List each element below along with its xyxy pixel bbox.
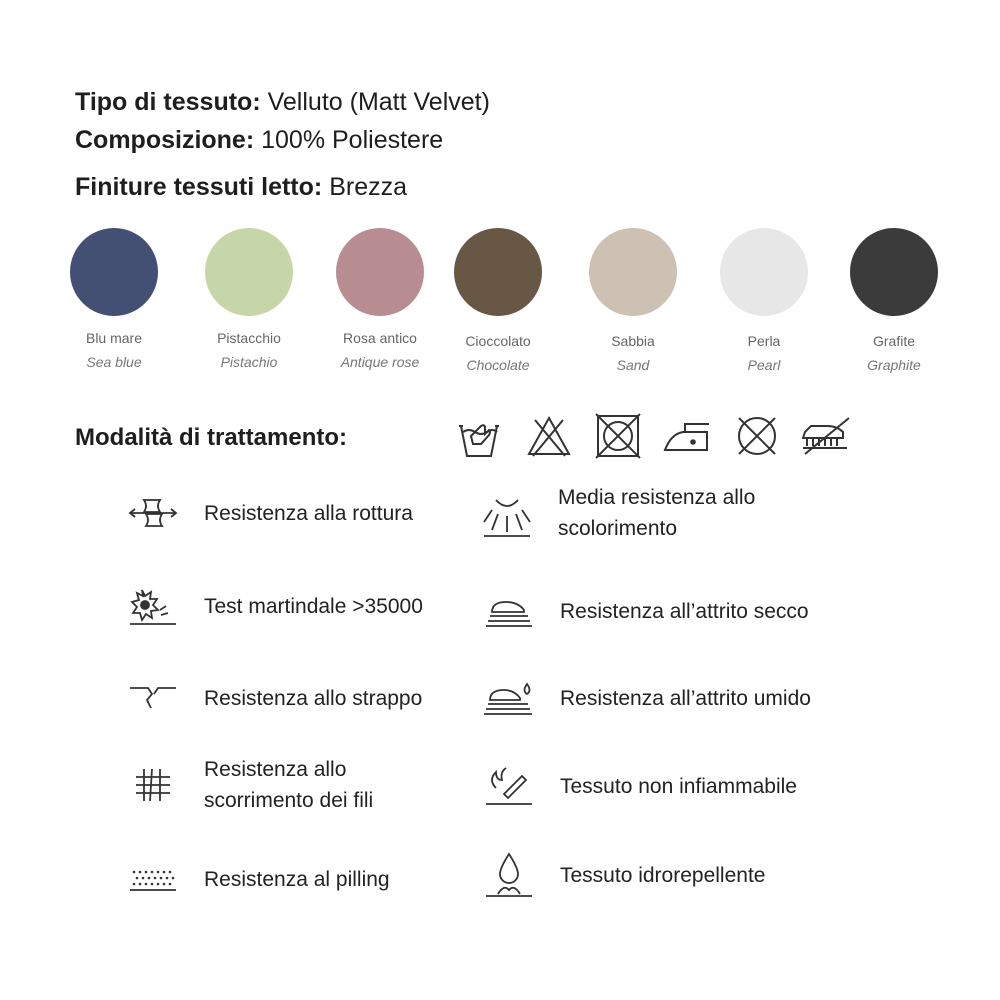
martindale-icon: [126, 584, 180, 628]
swatch-blu-mare[interactable]: [54, 228, 174, 370]
swatch-color: [720, 228, 808, 316]
finish-value: Brezza: [329, 173, 407, 201]
feature-text: Resistenza all’attrito secco: [560, 599, 809, 623]
light-fastness-icon: [480, 486, 534, 540]
tensile-strength-icon: [126, 496, 180, 530]
feature-text: Resistenza alla rottura: [204, 501, 413, 525]
swatch-name-it: Blu mare: [85, 330, 143, 346]
wet-rubbing-icon: [482, 680, 536, 716]
seam-slippage-icon: [126, 765, 180, 805]
swatch-name-it: Pistacchio: [217, 330, 281, 346]
fabric-type-line: [75, 86, 490, 118]
swatch-color: [589, 228, 677, 316]
swatch-color: [336, 228, 424, 316]
swatch-name-it: Grafite: [872, 333, 915, 349]
water-repellent-icon: [482, 850, 536, 900]
feature-water: [482, 850, 765, 900]
feature-lightfastness: [480, 482, 808, 544]
no-tumble-dry-icon: [594, 412, 642, 460]
feature-dry-rub: [482, 594, 809, 628]
feature-martindale: [126, 584, 423, 628]
wash-hand-icon: [455, 412, 503, 460]
swatch-name-it: Rosa antico: [343, 330, 417, 346]
swatch-name-it: Sabbia: [611, 333, 655, 349]
no-dry-clean-icon: [733, 412, 781, 460]
swatch-sabbia[interactable]: [573, 228, 693, 373]
finish-line: [75, 171, 407, 203]
swatch-name-en: Antique rose: [340, 354, 420, 370]
feature-tear: [126, 682, 422, 714]
composition-line: [75, 124, 443, 156]
no-bleach-icon: [525, 412, 573, 460]
swatch-color: [454, 228, 542, 316]
swatch-name-it: Perla: [747, 333, 781, 349]
swatch-color: [205, 228, 293, 316]
care-title: Modalità di trattamento:: [75, 424, 348, 451]
swatch-grafite[interactable]: [834, 228, 954, 373]
swatch-perla[interactable]: [704, 228, 824, 373]
feature-pilling: [126, 862, 390, 896]
dry-rubbing-icon: [482, 594, 536, 628]
composition-label: Composizione:: [75, 126, 255, 154]
swatch-cioccolato[interactable]: [438, 228, 558, 373]
swatch-name-it: Cioccolato: [465, 333, 531, 349]
swatch-color: [70, 228, 158, 316]
feature-flammable: [482, 764, 797, 808]
feature-text: Resistenza al pilling: [204, 867, 390, 891]
feature-tensile: [126, 496, 413, 530]
swatch-color: [850, 228, 938, 316]
pilling-icon: [126, 862, 180, 896]
swatch-name-en: Pistachio: [220, 354, 278, 370]
swatch-rosa-antico[interactable]: [320, 228, 440, 370]
feature-slippage: [126, 754, 424, 816]
color-swatches: [60, 228, 960, 378]
iron-low-icon: [661, 412, 713, 460]
feature-wet-rub: [482, 680, 811, 716]
feature-text: Resistenza allo scorrimento dei fili: [204, 758, 374, 812]
fabric-type-value: Velluto (Matt Velvet): [267, 88, 490, 116]
feature-text: Test martindale >35000: [204, 594, 423, 618]
fabric-type-label: Tipo di tessuto:: [75, 88, 261, 116]
no-brush-icon: [797, 412, 853, 460]
non-flammable-icon: [482, 764, 536, 808]
swatch-name-en: Sea blue: [86, 354, 142, 370]
swatch-name-en: Chocolate: [466, 357, 530, 373]
feature-text: Tessuto non infiammabile: [560, 774, 797, 798]
swatch-name-en: Sand: [616, 357, 650, 373]
feature-text: Media resistenza allo scolorimento: [558, 486, 756, 540]
finish-label: Finiture tessuti letto:: [75, 173, 323, 201]
feature-text: Resistenza allo strappo: [204, 686, 423, 710]
swatch-name-en: Graphite: [867, 357, 921, 373]
feature-text: Tessuto idrorepellente: [560, 863, 766, 887]
feature-text: Resistenza all’attrito umido: [560, 686, 811, 710]
swatch-name-en: Pearl: [747, 357, 781, 373]
swatch-pistacchio[interactable]: [189, 228, 309, 370]
composition-value: 100% Poliestere: [261, 126, 444, 154]
tear-strength-icon: [126, 682, 180, 714]
